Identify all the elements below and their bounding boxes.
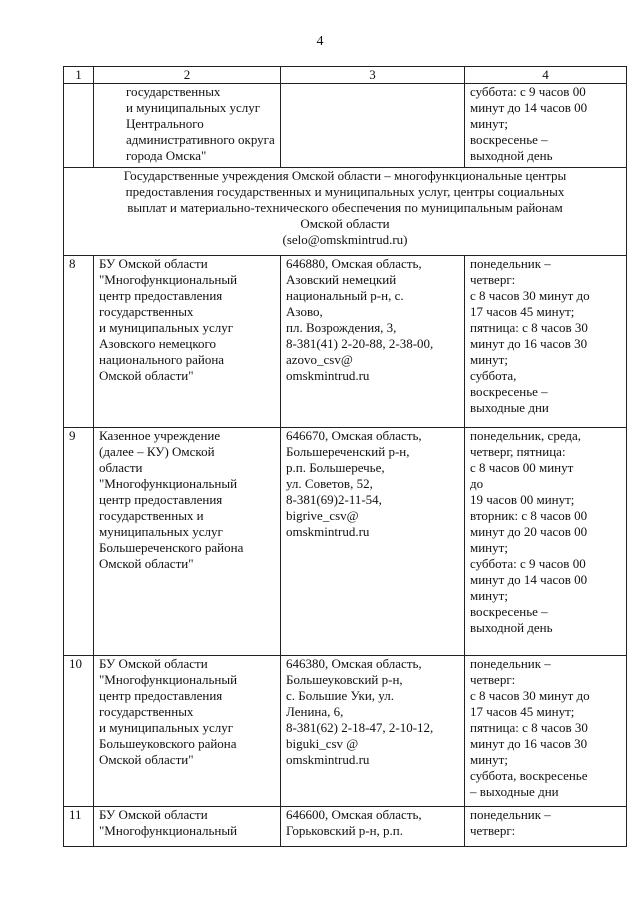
text-line: Большереченского района [99, 540, 244, 555]
text-line: и муниципальных услуг [99, 720, 234, 735]
text-line: четверг: [470, 672, 516, 687]
section-row [64, 168, 627, 256]
text-line: понедельник – [470, 656, 551, 671]
text-line: (selo@omskmintrud.ru) [282, 232, 408, 247]
text-line: Горьковский р-н, р.п. [286, 823, 404, 838]
working-hours-cell [465, 256, 627, 428]
text-line: центр предоставления [99, 492, 223, 507]
text-line: 17 часов 45 минут; [470, 704, 575, 719]
column-header: 2 [94, 67, 281, 84]
text-line: Казенное учреждение [99, 428, 221, 443]
text-line: Омской области" [99, 752, 194, 767]
text-line: национальный р-н, с. [286, 288, 404, 303]
text-line: omskmintrud.ru [286, 752, 370, 767]
column-header: 3 [281, 67, 465, 84]
text-line: "Многофункциональный [99, 476, 238, 491]
text-line: Азовского немецкого [99, 336, 217, 351]
text-line: 8-381(41) 2-20-88, 2-38-00, [286, 336, 434, 351]
header-row [64, 67, 627, 84]
text-line: 646880, Омская область, [286, 256, 422, 271]
text-line: минут до 16 часов 30 [470, 336, 588, 351]
text-line: суббота: с 9 часов 00 [470, 84, 586, 99]
text-line: bigrive_csv@ [286, 508, 359, 523]
table-row [64, 807, 627, 847]
table-row [64, 656, 627, 807]
text-line: пятница: с 8 часов 30 [470, 320, 588, 335]
section-heading [64, 168, 627, 256]
text-line: понедельник, среда, [470, 428, 582, 443]
text-line: Большеуковского района [99, 736, 237, 751]
text-line: 19 часов 00 минут; [470, 492, 575, 507]
text-line: Азово, [286, 304, 323, 319]
text-line: минут до 14 часов 00 [470, 572, 588, 587]
text-line: минут до 16 часов 30 [470, 736, 588, 751]
text-line: с 8 часов 00 минут [470, 460, 574, 475]
text-line: Омской области [300, 216, 390, 231]
text-line: четверг: [470, 823, 516, 838]
organization-name-cell [94, 656, 281, 807]
text-line: Омской области" [99, 368, 194, 383]
table-row [64, 428, 627, 656]
text-line: "Многофункциональный [99, 823, 238, 838]
working-hours-cell [465, 428, 627, 656]
organization-name-cell [94, 256, 281, 428]
text-line: БУ Омской области [99, 256, 208, 271]
text-line: государственных [99, 304, 194, 319]
text-line: минут; [470, 540, 508, 555]
text-line: 646600, Омская область, [286, 807, 422, 822]
text-line: государственных [99, 704, 194, 719]
organization-name-cell [94, 807, 281, 847]
text-line: Центрального [126, 116, 204, 131]
text-line: с 8 часов 30 минут до [470, 688, 590, 703]
address-cell [281, 656, 465, 807]
text-line: 646670, Омская область, [286, 428, 422, 443]
address-cell [281, 256, 465, 428]
text-line: (далее – КУ) Омской [99, 444, 215, 459]
text-line: государственных и [99, 508, 204, 523]
text-line: воскресенье – [470, 604, 548, 619]
text-line: Государственные учреждения Омской области – многофункциональные центры [123, 168, 567, 183]
organization-name-cell [94, 84, 281, 168]
text-line: суббота, [470, 368, 517, 383]
text-line: 646380, Омская область, [286, 656, 422, 671]
row-number [64, 84, 94, 168]
text-line: муниципальных услуг [99, 524, 223, 539]
text-line: воскресенье – [470, 132, 548, 147]
column-header: 1 [64, 67, 94, 84]
text-line: БУ Омской области [99, 656, 208, 671]
text-line: суббота: с 9 часов 00 [470, 556, 586, 571]
row-number: 9 [64, 428, 94, 656]
text-line: центр предоставления [99, 288, 223, 303]
address-cell [281, 807, 465, 847]
text-line: biguki_csv @ [286, 736, 359, 751]
text-line: минут; [470, 352, 508, 367]
text-line: ул. Советов, 52, [286, 476, 373, 491]
working-hours-cell [465, 807, 627, 847]
text-line: azovo_csv@ [286, 352, 353, 367]
text-line: "Многофункциональный [99, 672, 238, 687]
text-line: вторник: с 8 часов 00 [470, 508, 588, 523]
text-line: минут; [470, 752, 508, 767]
text-line: государственных [126, 84, 221, 99]
text-line: минут до 20 часов 00 [470, 524, 588, 539]
text-line: понедельник – [470, 807, 551, 822]
text-line: выходные дни [470, 400, 549, 415]
text-line: Омской области" [99, 556, 194, 571]
text-line: понедельник – [470, 256, 551, 271]
text-line: Азовский немецкий [286, 272, 397, 287]
text-line: административного округа [126, 132, 275, 147]
text-line: выплат и материально-технического обеспечения по муниципальным районам [127, 200, 563, 215]
row-number: 8 [64, 256, 94, 428]
table-row [64, 256, 627, 428]
organization-name-cell [94, 428, 281, 656]
text-line: выходной день [470, 620, 553, 635]
text-line: omskmintrud.ru [286, 368, 370, 383]
text-line: 8-381(62) 2-18-47, 2-10-12, [286, 720, 434, 735]
text-line: суббота, воскресенье [470, 768, 588, 783]
text-line: воскресенье – [470, 384, 548, 399]
working-hours-cell [465, 84, 627, 168]
text-line: р.п. Большеречье, [286, 460, 385, 475]
text-line: Ленина, 6, [286, 704, 344, 719]
text-line: до [470, 476, 484, 491]
text-line: "Многофункциональный [99, 272, 238, 287]
text-line: выходной день [470, 148, 553, 163]
column-header: 4 [465, 67, 627, 84]
text-line: с 8 часов 30 минут до [470, 288, 590, 303]
text-line: четверг: [470, 272, 516, 287]
row-number: 11 [64, 807, 94, 847]
text-line: минут; [470, 588, 508, 603]
text-line: пл. Возрождения, 3, [286, 320, 397, 335]
text-line: центр предоставления [99, 688, 223, 703]
text-line: минут; [470, 116, 508, 131]
row-number: 10 [64, 656, 94, 807]
text-line: с. Большие Уки, ул. [286, 688, 394, 703]
text-line: области [99, 460, 143, 475]
table-row [64, 84, 627, 168]
text-line: и муниципальных услуг [99, 320, 234, 335]
address-cell [281, 84, 465, 168]
text-line: минут до 14 часов 00 [470, 100, 588, 115]
text-line: предоставления государственных и муниципальных услуг, центры социальных [125, 184, 565, 199]
text-line: и муниципальных услуг [126, 100, 261, 115]
text-line: четверг, пятница: [470, 444, 566, 459]
page-number: 4 [316, 34, 324, 49]
working-hours-cell [465, 656, 627, 807]
text-line: 8-381(69)2-11-54, [286, 492, 382, 507]
text-line: БУ Омской области [99, 807, 208, 822]
text-line: omskmintrud.ru [286, 524, 370, 539]
text-line: Большереченский р-н, [286, 444, 410, 459]
text-line: Большеуковский р-н, [286, 672, 403, 687]
text-line: города Омска" [126, 148, 207, 163]
address-cell [281, 428, 465, 656]
text-line: 17 часов 45 минут; [470, 304, 575, 319]
text-line: национального района [99, 352, 225, 367]
text-line: – выходные дни [470, 784, 559, 799]
text-line: пятница: с 8 часов 30 [470, 720, 588, 735]
mfc-directory-table [63, 66, 627, 847]
